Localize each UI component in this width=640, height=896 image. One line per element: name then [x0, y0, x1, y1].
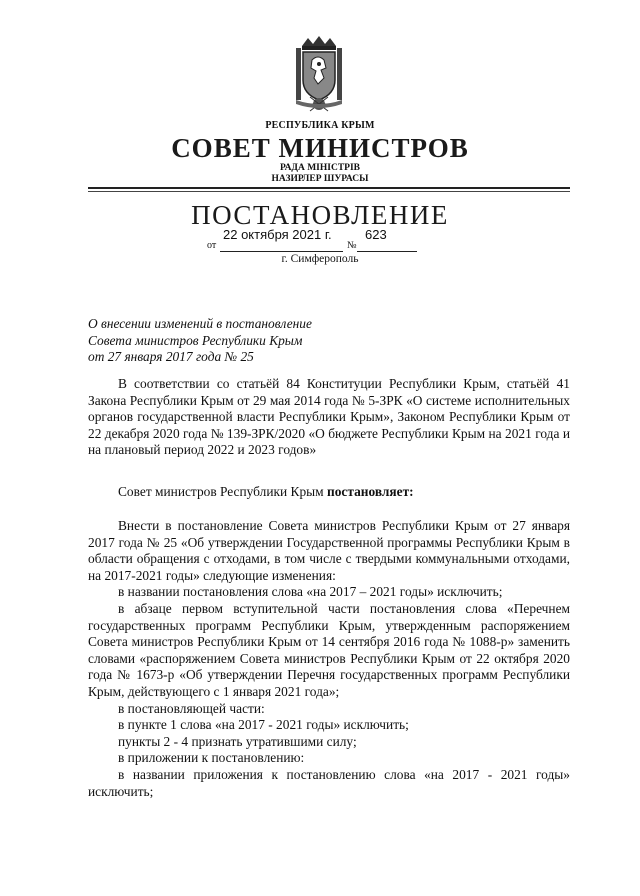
header-divider-thick	[88, 187, 570, 189]
rada-line: РАДА МІНІСТРІВ	[279, 163, 360, 173]
header-divider-thin	[88, 191, 570, 192]
decree-date: 22 октября 2021 г.	[223, 227, 332, 242]
amendment-item: в пункте 1 слова «на 2017 - 2021 годы» исключить;	[118, 717, 409, 733]
republic-heading: РЕСПУБЛИКА КРЫМ	[265, 120, 375, 131]
amendment-item: в названии постановления слова «на 2017 – 2021 годы» исключить;	[118, 584, 503, 600]
amendments-section	[88, 518, 570, 800]
amendment-item: в приложении к постановлению:	[118, 750, 305, 766]
title-line-2: Совета министров Республики Крым	[88, 332, 303, 348]
title-line-1: О внесении изменений в постановление	[88, 316, 312, 331]
amendments-intro: Внести в постановление Совета министров Республики Крым от 27 января 2017 года № 25 «Об утверждении Государственной программы Республики Крым в области обращения с отходами, в том числе с твердыми коммунальными отходами, на 2017-2021 годы» следующие изменения:	[88, 518, 570, 583]
amendment-item: в постановляющей части:	[118, 700, 265, 716]
resolves-paragraph	[88, 484, 570, 501]
council-name-translations	[0, 163, 640, 185]
resolves-text: Совет министров Республики Крым	[118, 484, 327, 499]
number-label: №	[347, 240, 357, 251]
amendment-item: в названии приложения к постановлению слова «на 2017 - 2021 годы» исключить;	[88, 766, 570, 799]
title-line-3: от 27 января 2017 года № 25	[88, 349, 254, 365]
amendment-item: пункты 2 - 4 признать утратившими силу;	[118, 733, 357, 749]
date-label: от	[207, 240, 217, 251]
basis-paragraph: В соответствии со статьёй 84 Конституции Республики Крым, статьёй 41 Закона Республики Крым от 29 мая 2014 года № 5-ЗРК «О системе исполнительных органов государственной власти Республики Крым», Законом Республики Крым от 22 декабря 2020 года № 139-ЗРК/2020 «О бюджете Республики Крым на 2021 года и на плановый период 2022 и 2023 годов»	[88, 376, 570, 458]
resolves-keyword: постановляет:	[326, 484, 414, 499]
amendment-item: в абзаце первом вступительной части постановления слова «Перечнем государственных программ Республики Крым, утвержденным распоряжением Совета министров Республики Крым от 14 сентября 2016 года № 1088-р» заменить словами «распоряжением Совета министров Республики Крым от 22 октября 2020 года № 1673-р «Об утверждении Перечня государственных программ Республики Крым, действующего с 1 января 2021 года»;	[88, 600, 570, 699]
date-underline	[220, 251, 343, 252]
number-underline	[357, 251, 417, 252]
council-heading: СОВЕТ МИНИСТРОВ	[171, 133, 469, 163]
crimea-coat-of-arms-icon	[294, 34, 344, 112]
document-title	[88, 316, 570, 366]
nazirler-line: НАЗИРЛЕР ШУРАСЫ	[271, 174, 369, 184]
city-line: г. Симферополь	[281, 253, 359, 265]
decree-number: 623	[365, 227, 387, 242]
document-type-heading: ПОСТАНОВЛЕНИЕ	[191, 200, 449, 230]
